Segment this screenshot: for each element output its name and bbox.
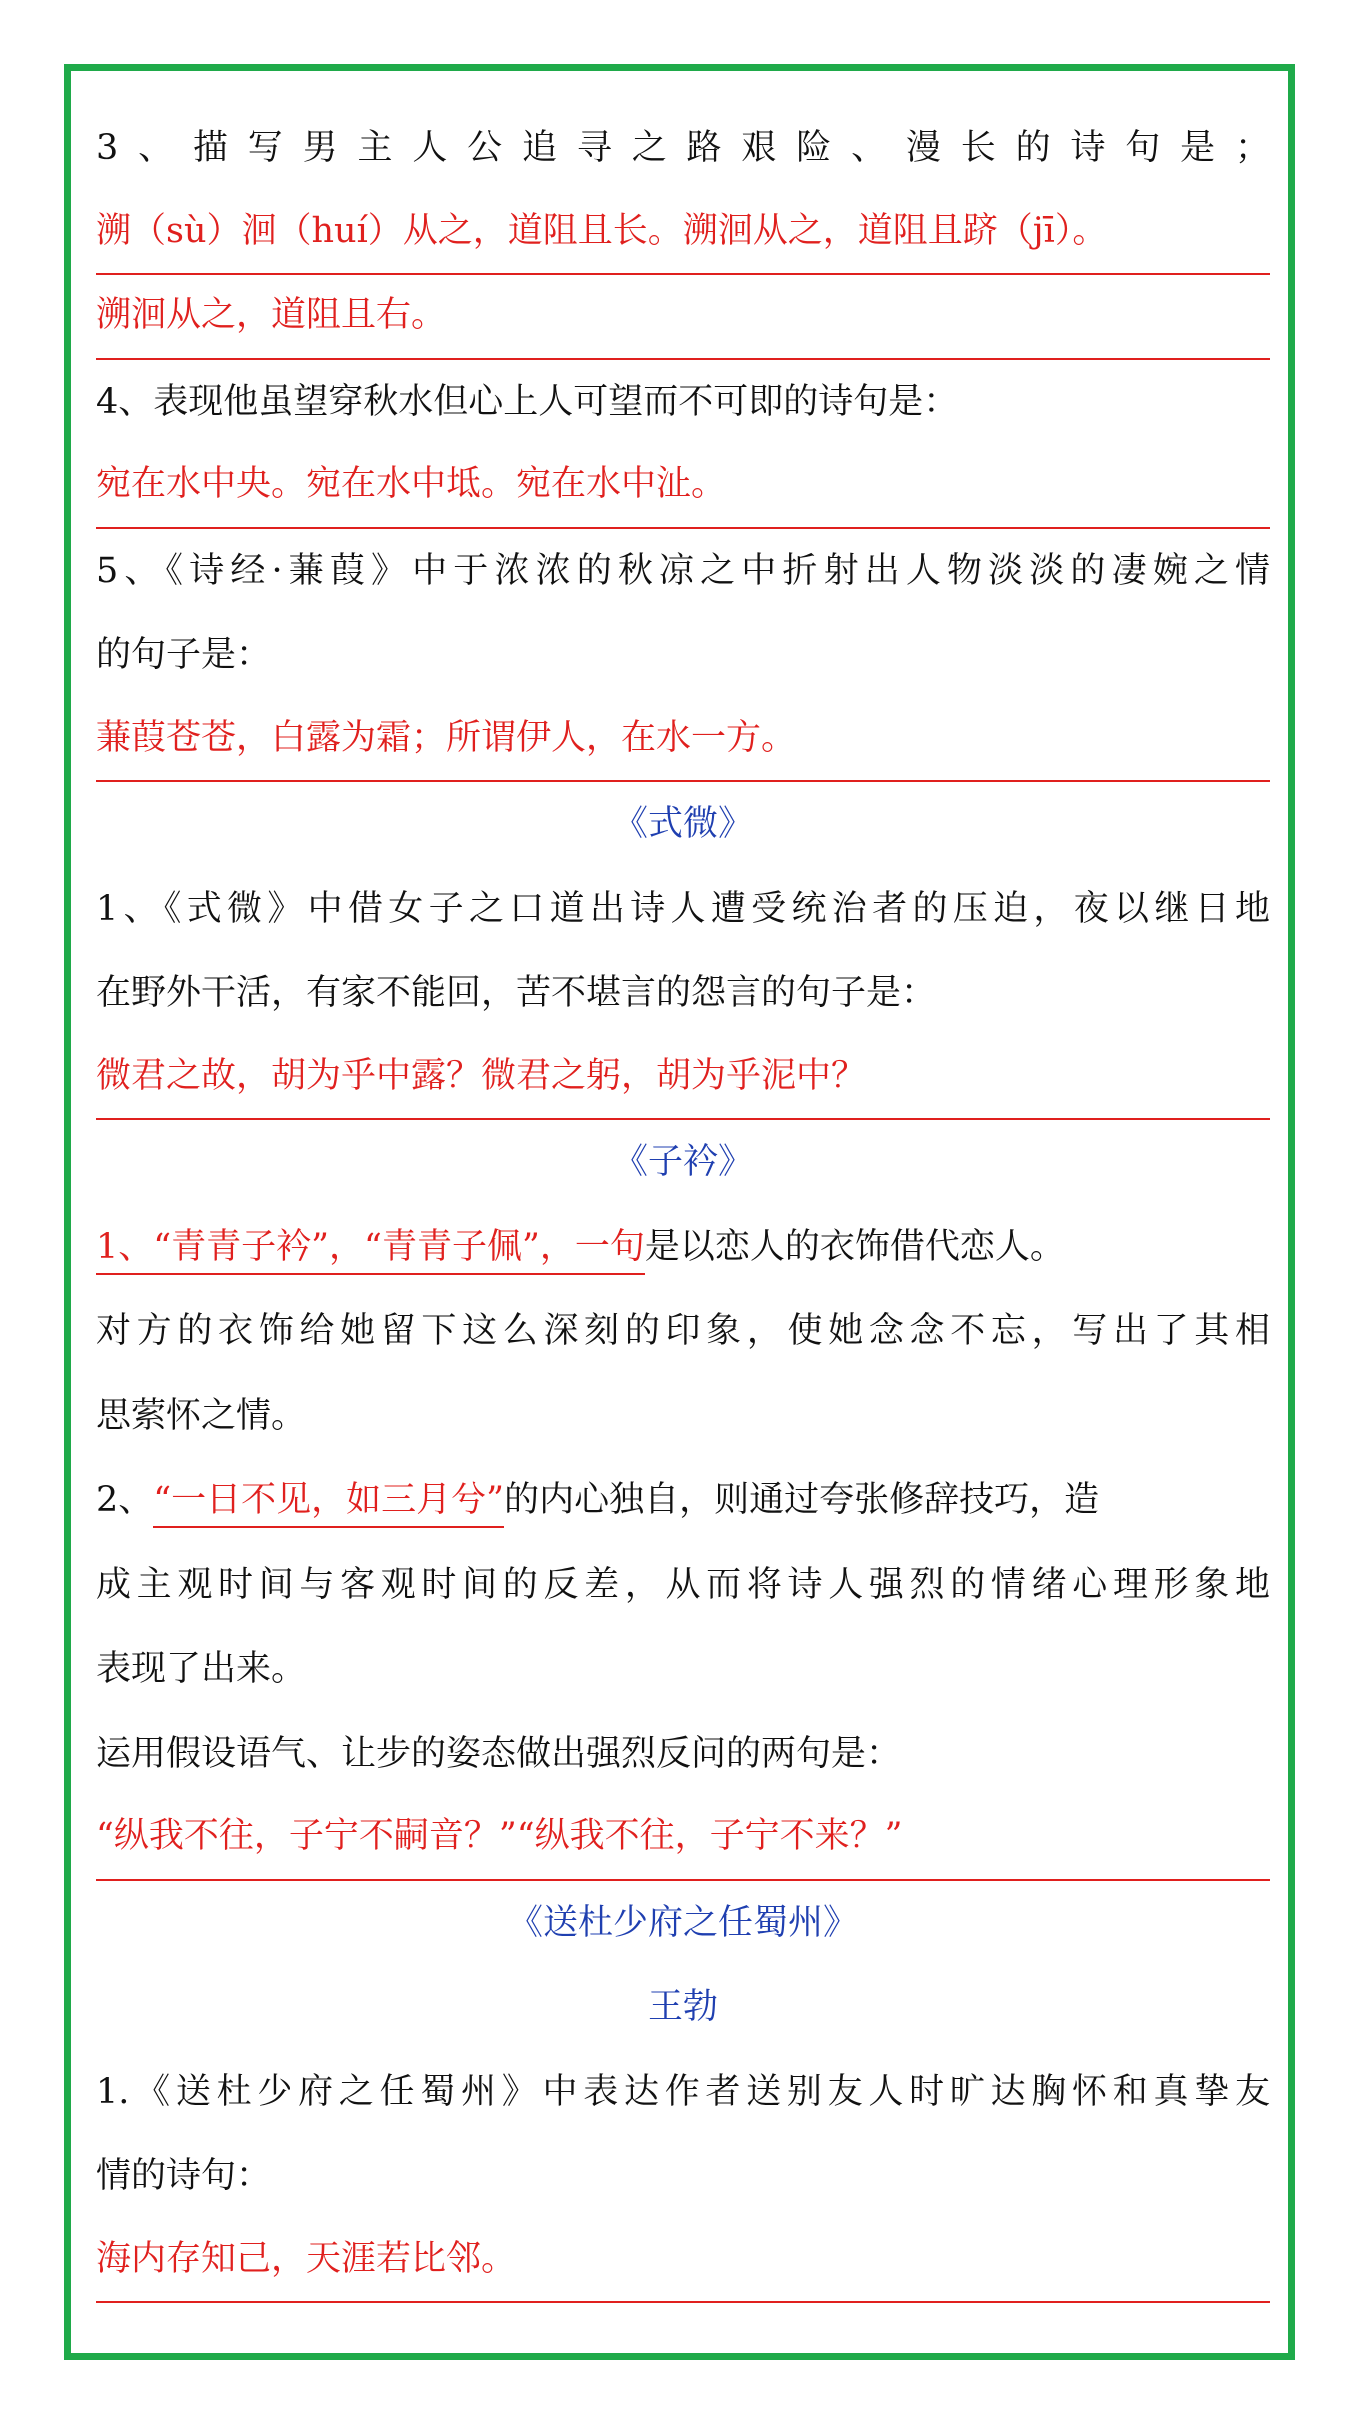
paragraph-text: 2、 — [96, 1480, 154, 1520]
paragraph-text: 成主观时间与客观时间的反差，从而将诗人强烈的情绪心理形象地 — [96, 1564, 1270, 1605]
question-text: 5、《诗经·蒹葭》中于浓浓的秋凉之中折射出人物淡淡的凄婉之情 — [96, 550, 1270, 591]
answer-text: 微君之故，胡为乎中露？微君之躬，胡为乎泥中？ — [96, 1036, 1270, 1121]
author-name: 王勃 — [647, 1987, 718, 2027]
paragraph-line — [96, 1458, 1270, 1543]
document-content — [96, 106, 1270, 2303]
section-heading: 《子衿》 — [612, 1142, 753, 1182]
paragraph-text: 表现了出来。 — [96, 1649, 307, 1689]
question-text: 1.《送杜少府之任蜀州》中表达作者送别友人时旷达胸怀和真挚友 — [96, 2071, 1270, 2112]
paragraph-line — [96, 1205, 1270, 1290]
question-text: 的句子是： — [96, 635, 272, 675]
paragraph-text: 是以恋人的衣饰借代恋人。 — [644, 1226, 1065, 1267]
question-text: 1、《式微》中借女子之口道出诗人遭受统治者的压迫，夜以继日地 — [96, 888, 1270, 929]
section-heading: 《送杜少府之任蜀州》 — [507, 1902, 858, 1943]
paragraph-text: 对方的衣饰给她留下这么深刻的印象，使她念念不忘，写出了其相 — [96, 1311, 1270, 1351]
highlighted-quote: “一日不见，如三月兮” — [153, 1480, 504, 1528]
question-text: 运用假设语气、让步的姿态做出强烈反问的两句是： — [96, 1733, 902, 1774]
question-text: 在野外干活，有家不能回，苦不堪言的怨言的句子是： — [96, 973, 937, 1013]
section-heading: 《式微》 — [612, 804, 753, 844]
highlighted-quote: 1、“青青子衿”，“青青子佩”，一句 — [96, 1227, 645, 1275]
paragraph-text: 的内心独自，则通过夸张修辞技巧，造 — [504, 1480, 1100, 1520]
answer-text: 溯（sù）洄（huí）从之，道阻且长。溯洄从之，道阻且跻（jī）。 — [96, 191, 1270, 276]
answer-text: 蒹葭苍苍，白露为霜；所谓伊人，在水一方。 — [96, 698, 1270, 783]
answer-text: 宛在水中央。宛在水中坻。宛在水中沚。 — [96, 444, 1270, 529]
paragraph-text: 思萦怀之情。 — [96, 1395, 307, 1436]
answer-text: “纵我不往，子宁不嗣音？”“纵我不往，子宁不来？” — [96, 1796, 1270, 1881]
question-text: 3、描写男主人公追寻之路艰险、漫长的诗句是； — [96, 128, 1270, 168]
question-text: 情的诗句： — [96, 2156, 272, 2196]
answer-text: 溯洄从之，道阻且右。 — [96, 275, 1270, 360]
answer-text: 海内存知己，天涯若比邻。 — [96, 2219, 1270, 2304]
question-text: 4、表现他虽望穿秋水但心上人可望而不可即的诗句是： — [96, 381, 959, 422]
